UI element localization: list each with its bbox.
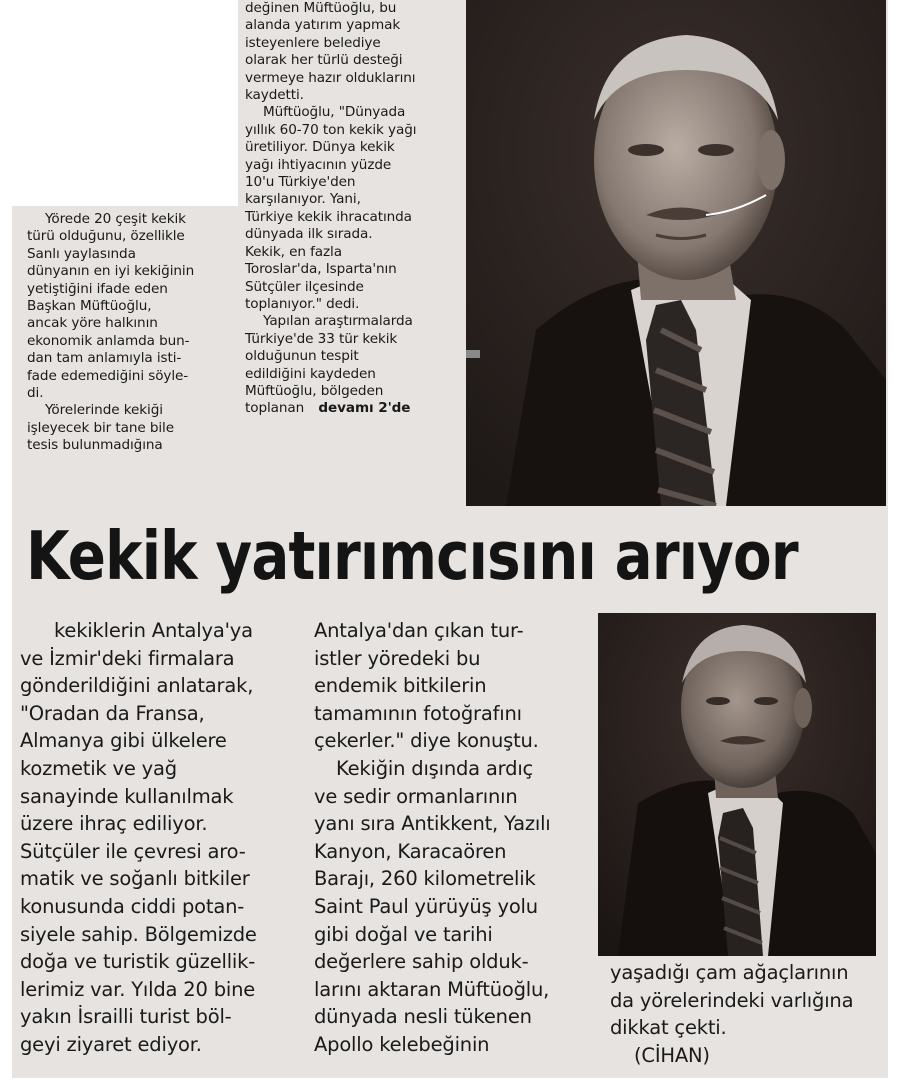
text-line: Başkan Müftüoğlu, (27, 298, 152, 315)
article-column-1 (27, 211, 237, 455)
article-column-4 (314, 617, 594, 1059)
text-line: istler yöredeki bu (314, 646, 481, 670)
text-line: alanda yatırım yapmak (245, 17, 401, 34)
text-line: Kekiğin dışında ardıç (336, 756, 534, 780)
text-line: yanı sıra Antikkent, Yazılı (314, 812, 551, 836)
text-line: tamamının fotoğrafını (314, 701, 522, 725)
text-line: larını aktaran Müftüoğlu, (314, 977, 550, 1001)
text-line: sanayinde kullanılmak (20, 784, 234, 808)
text-line: Antalya'dan çıkan tur- (314, 619, 524, 642)
text-line: gibi doğal ve tarihi (314, 922, 493, 946)
text-line: dünyada nesli tükenen (314, 1005, 532, 1029)
text-line: Toroslar'da, Isparta'nın (245, 261, 397, 278)
text-line: Kanyon, Karacaören (314, 839, 507, 863)
text-line: Almanya gibi ülkelere (20, 729, 227, 753)
text-line: endemik bitkilerin (314, 674, 487, 698)
text-line: toplanıyor." dedi. (245, 295, 360, 312)
text-line: olduğunun tespit (245, 348, 359, 365)
text-line: Sütçüler ilçesinde (245, 278, 364, 295)
column-rule (0, 1078, 900, 1086)
text-line: olarak her türlü desteği (245, 52, 403, 69)
text-line: dünyanın en iyi kekiğinin (27, 263, 195, 280)
text-line: siyele sahip. Bölgemizde (20, 922, 257, 946)
text-line: Kekik, en fazla (245, 243, 342, 260)
bottom-portrait-photo (598, 613, 876, 956)
text-line: Sütçüler ile çevresi aro- (20, 839, 246, 863)
text-line: Yörelerinde kekiği (45, 402, 163, 419)
text-line: dünyada ilk sırada. (245, 226, 373, 243)
text-line: türü olduğunu, özellikle (27, 228, 185, 245)
text-line: matik ve soğanlı bitkiler (20, 867, 250, 891)
text-line: Barajı, 260 kilometrelik (314, 867, 536, 891)
text-line: değerlere sahip olduk- (314, 950, 529, 974)
text-line: lerimiz var. Yılda 20 bine (20, 977, 256, 1001)
text-line: da yörelerindeki varlığına (610, 988, 854, 1012)
text-line: yıllık 60-70 ton kekik yağı (245, 121, 417, 138)
text-line: Türkiye'de 33 tür kekik (245, 330, 398, 347)
text-line-end: toplanan (245, 400, 305, 417)
text-line: tesis bulunmadığına (27, 437, 163, 454)
text-line: yetiştiğini ifade eden (27, 280, 168, 297)
text-line: ancak yöre halkının (27, 315, 158, 332)
text-line: üzere ihraç ediliyor. (20, 812, 208, 836)
headline: Kekik yatırımcısını arıyor (26, 517, 798, 595)
text-line: dikkat çekti. (610, 1016, 727, 1040)
text-line: Apollo kelebeğinin (314, 1032, 490, 1056)
text-line: ekonomik anlamda bun- (27, 332, 190, 349)
text-line: Sanlı yaylasında (27, 245, 136, 262)
text-line: "Oradan da Fransa, (20, 701, 205, 725)
text-line: kekiklerin Antalya'ya (54, 619, 253, 642)
text-line: işleyecek bir tane bile (27, 419, 174, 436)
text-line: isteyenlere belediye (245, 34, 381, 51)
text-line: Türkiye kekik ihracatında (245, 208, 412, 225)
text-line: yakın İsrailli turist böl- (20, 1005, 232, 1029)
article-column-2 (245, 0, 465, 418)
text-line: di. (27, 385, 44, 402)
text-line: Müftüoğlu, "Dünyada (263, 104, 406, 121)
text-line: edildiğini kaydeden (245, 365, 376, 382)
text-line: Yapılan araştırmalarda (263, 313, 413, 330)
text-line: kaydetti. (245, 87, 304, 104)
text-line: konusunda ciddi potan- (20, 894, 245, 918)
text-line: Saint Paul yürüyüş yolu (314, 894, 538, 918)
text-line: geyi ziyaret ediyor. (20, 1032, 202, 1056)
text-line: ve İzmir'deki firmalara (20, 646, 235, 670)
text-line (245, 400, 465, 417)
text-line: ve sedir ormanlarının (314, 784, 518, 808)
text-line: üretiliyor. Dünya kekik (245, 139, 395, 156)
text-line: yaşadığı çam ağaçlarının (610, 961, 849, 984)
text-line: fade edemediğini söyle- (27, 367, 189, 384)
text-line: çekerler." diye konuştu. (314, 729, 539, 753)
continued-note: devamı 2'de (318, 400, 411, 417)
text-line: yağı ihtiyacının yüzde (245, 156, 392, 173)
text-line: karşılanıyor. Yani, (245, 191, 361, 208)
text-line: doğa ve turistik güzellik- (20, 950, 256, 974)
text-line: gönderildiğini anlatarak, (20, 674, 254, 698)
text-line: 10'u Türkiye'den (245, 174, 356, 191)
text-line: vermeye hazır olduklarını (245, 69, 416, 86)
article-column-3 (20, 617, 300, 1059)
paper-edge-cutout (0, 0, 238, 206)
top-portrait-photo (466, 0, 886, 506)
article-column-5 (610, 959, 886, 1069)
text-line: değinen Müftüoğlu, bu (245, 0, 397, 16)
text-line: Müftüoğlu, bölgeden (245, 382, 384, 399)
text-line: Yörede 20 çeşit kekik (45, 211, 186, 227)
text-line: kozmetik ve yağ (20, 756, 177, 780)
byline: (CİHAN) (634, 1043, 710, 1067)
text-line: dan tam anlamıyla isti- (27, 350, 182, 367)
